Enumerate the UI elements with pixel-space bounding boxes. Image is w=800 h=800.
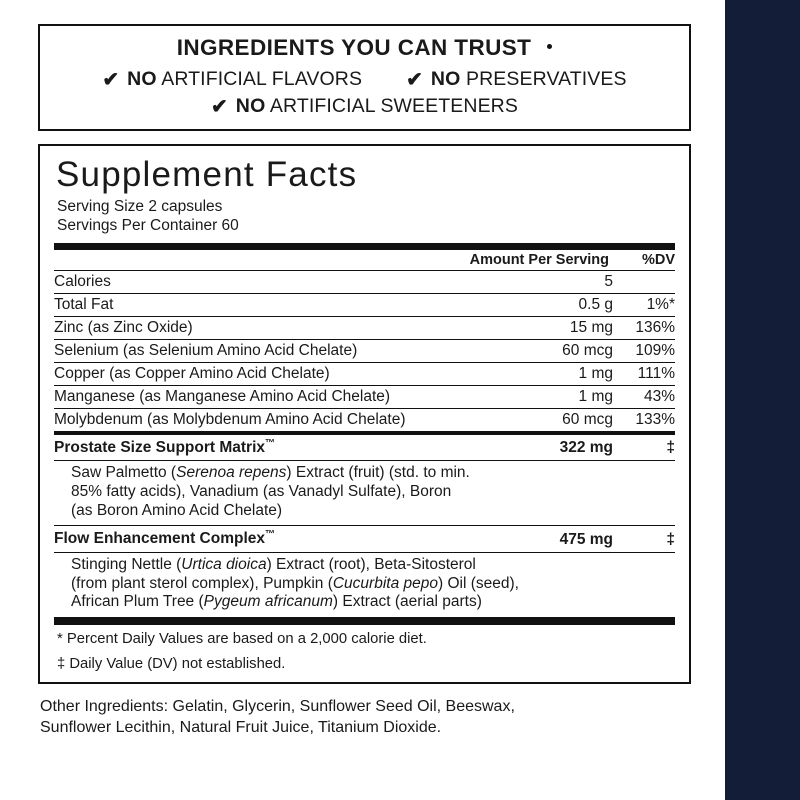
- blend-row: [54, 435, 675, 461]
- blend-name: Prostate Size Support Matrix™: [54, 435, 504, 461]
- blend-description-1: Saw Palmetto (Serenoa repens) Extract (fruit) (std. to min. 85% fatty acids), Vanadium (as Vanadyl Sulfate), Boron (as Boron Amino Acid Chelate): [71, 463, 470, 519]
- trademark-symbol: ™: [265, 437, 276, 449]
- bullet-dot-icon: [547, 44, 552, 49]
- trust-banner-title-row: [50, 35, 679, 61]
- footnote-dv-not-established: ‡ Daily Value (DV) not established.: [57, 655, 286, 672]
- nutrient-table: [54, 250, 675, 431]
- trust-item-artificial-flavors: [102, 68, 362, 91]
- other-ingredients-line-2: Sunflower Lecithin, Natural Fruit Juice, Titanium Dioxide.: [40, 719, 442, 737]
- blend-name: Flow Enhancement Complex™: [54, 526, 504, 552]
- nutrient-dv: 109%: [613, 339, 675, 362]
- table-header-row: [54, 250, 675, 271]
- table-row: [54, 293, 675, 316]
- ingredients-trust-banner: [38, 24, 691, 131]
- nutrient-amount: 1 mg: [451, 385, 613, 408]
- trademark-symbol: ™: [265, 529, 276, 541]
- nutrient-name: Selenium (as Selenium Amino Acid Chelate): [54, 339, 451, 362]
- nutrient-dv: 136%: [613, 316, 675, 339]
- nutrient-amount: 0.5 g: [451, 293, 613, 316]
- nutrient-dv: [613, 270, 675, 293]
- nutrient-amount: 60 mcg: [562, 410, 613, 428]
- header-blank: [54, 250, 451, 271]
- blend-amount: 322 mg: [504, 435, 613, 461]
- nutrient-name: Total Fat: [54, 293, 451, 316]
- nutrient-dv: 133%: [635, 410, 675, 428]
- nutrient-amount: 15 mg: [451, 316, 613, 339]
- trust-item-text: ARTIFICIAL SWEETENERS: [269, 95, 518, 117]
- servings-per-container: Servings Per Container 60: [57, 216, 239, 234]
- table-row: [54, 339, 675, 362]
- supplement-facts-panel: [38, 144, 691, 684]
- blend-table-1: [54, 435, 675, 461]
- supplement-facts-title: Supplement Facts: [56, 155, 358, 194]
- checkmark-icon: ✔: [211, 96, 228, 118]
- table-row: [54, 385, 675, 408]
- trust-item-no-label: NO: [430, 68, 461, 90]
- decorative-side-band: [725, 0, 800, 800]
- trust-banner-title: INGREDIENTS YOU CAN TRUST: [176, 35, 532, 60]
- trust-item-artificial-sweeteners: [211, 95, 518, 118]
- serving-size: Serving Size 2 capsules: [57, 197, 223, 215]
- nutrient-name: Copper (as Copper Amino Acid Chelate): [54, 362, 451, 385]
- blend-row: [54, 526, 675, 552]
- trust-item-text: PRESERVATIVES: [466, 68, 627, 90]
- trust-item-no-label: NO: [235, 95, 266, 117]
- table-row: [54, 362, 675, 385]
- header-percent-dv: %DV: [613, 250, 675, 271]
- nutrient-amount: 1 mg: [451, 362, 613, 385]
- nutrient-dv: 43%: [613, 385, 675, 408]
- blend-description-2: Stinging Nettle (Urtica dioica) Extract (root), Beta-Sitosterol (from plant sterol complex), Pumpkin (Cucurbita pepo) Oil (seed), African Plum Tree (Pygeum africanum) Extract (aerial parts): [71, 555, 519, 611]
- checkmark-icon: ✔: [102, 69, 120, 91]
- nutrient-dv: 111%: [613, 362, 675, 385]
- trust-banner-row-2: [50, 95, 679, 118]
- header-amount-per-serving: Amount Per Serving: [451, 250, 613, 271]
- divider-thick-top: [54, 243, 675, 250]
- divider-bottom: [54, 617, 675, 625]
- checkmark-icon: ✔: [406, 69, 423, 91]
- trust-item-no-label: NO: [127, 68, 157, 90]
- blend-dv: ‡: [613, 435, 675, 461]
- blend-dv: ‡: [613, 526, 675, 552]
- footnote-daily-values: * Percent Daily Values are based on a 2,000 calorie diet.: [57, 631, 427, 648]
- nutrient-amount: 5: [451, 270, 613, 293]
- trust-banner-row-1: [50, 68, 679, 91]
- nutrient-name: Molybdenum (as Molybdenum Amino Acid Chelate): [54, 410, 406, 428]
- nutrient-name: Calories: [54, 270, 451, 293]
- table-row: [54, 408, 675, 431]
- other-ingredients-line-1: Other Ingredients: Gelatin, Glycerin, Sunflower Seed Oil, Beeswax,: [40, 697, 515, 715]
- nutrient-dv: 1%*: [613, 293, 675, 316]
- table-row: [54, 316, 675, 339]
- trust-item-preservatives: [406, 68, 627, 91]
- nutrient-amount: 60 mcg: [451, 339, 613, 362]
- trust-item-text: ARTIFICIAL FLAVORS: [161, 68, 363, 90]
- other-ingredients: [40, 696, 691, 739]
- blend-amount: 475 mg: [504, 526, 613, 552]
- table-row: [54, 270, 675, 293]
- nutrient-name: Zinc (as Zinc Oxide): [54, 316, 451, 339]
- blend-table-2: [54, 526, 675, 552]
- nutrient-name: Manganese (as Manganese Amino Acid Chelate): [54, 385, 451, 408]
